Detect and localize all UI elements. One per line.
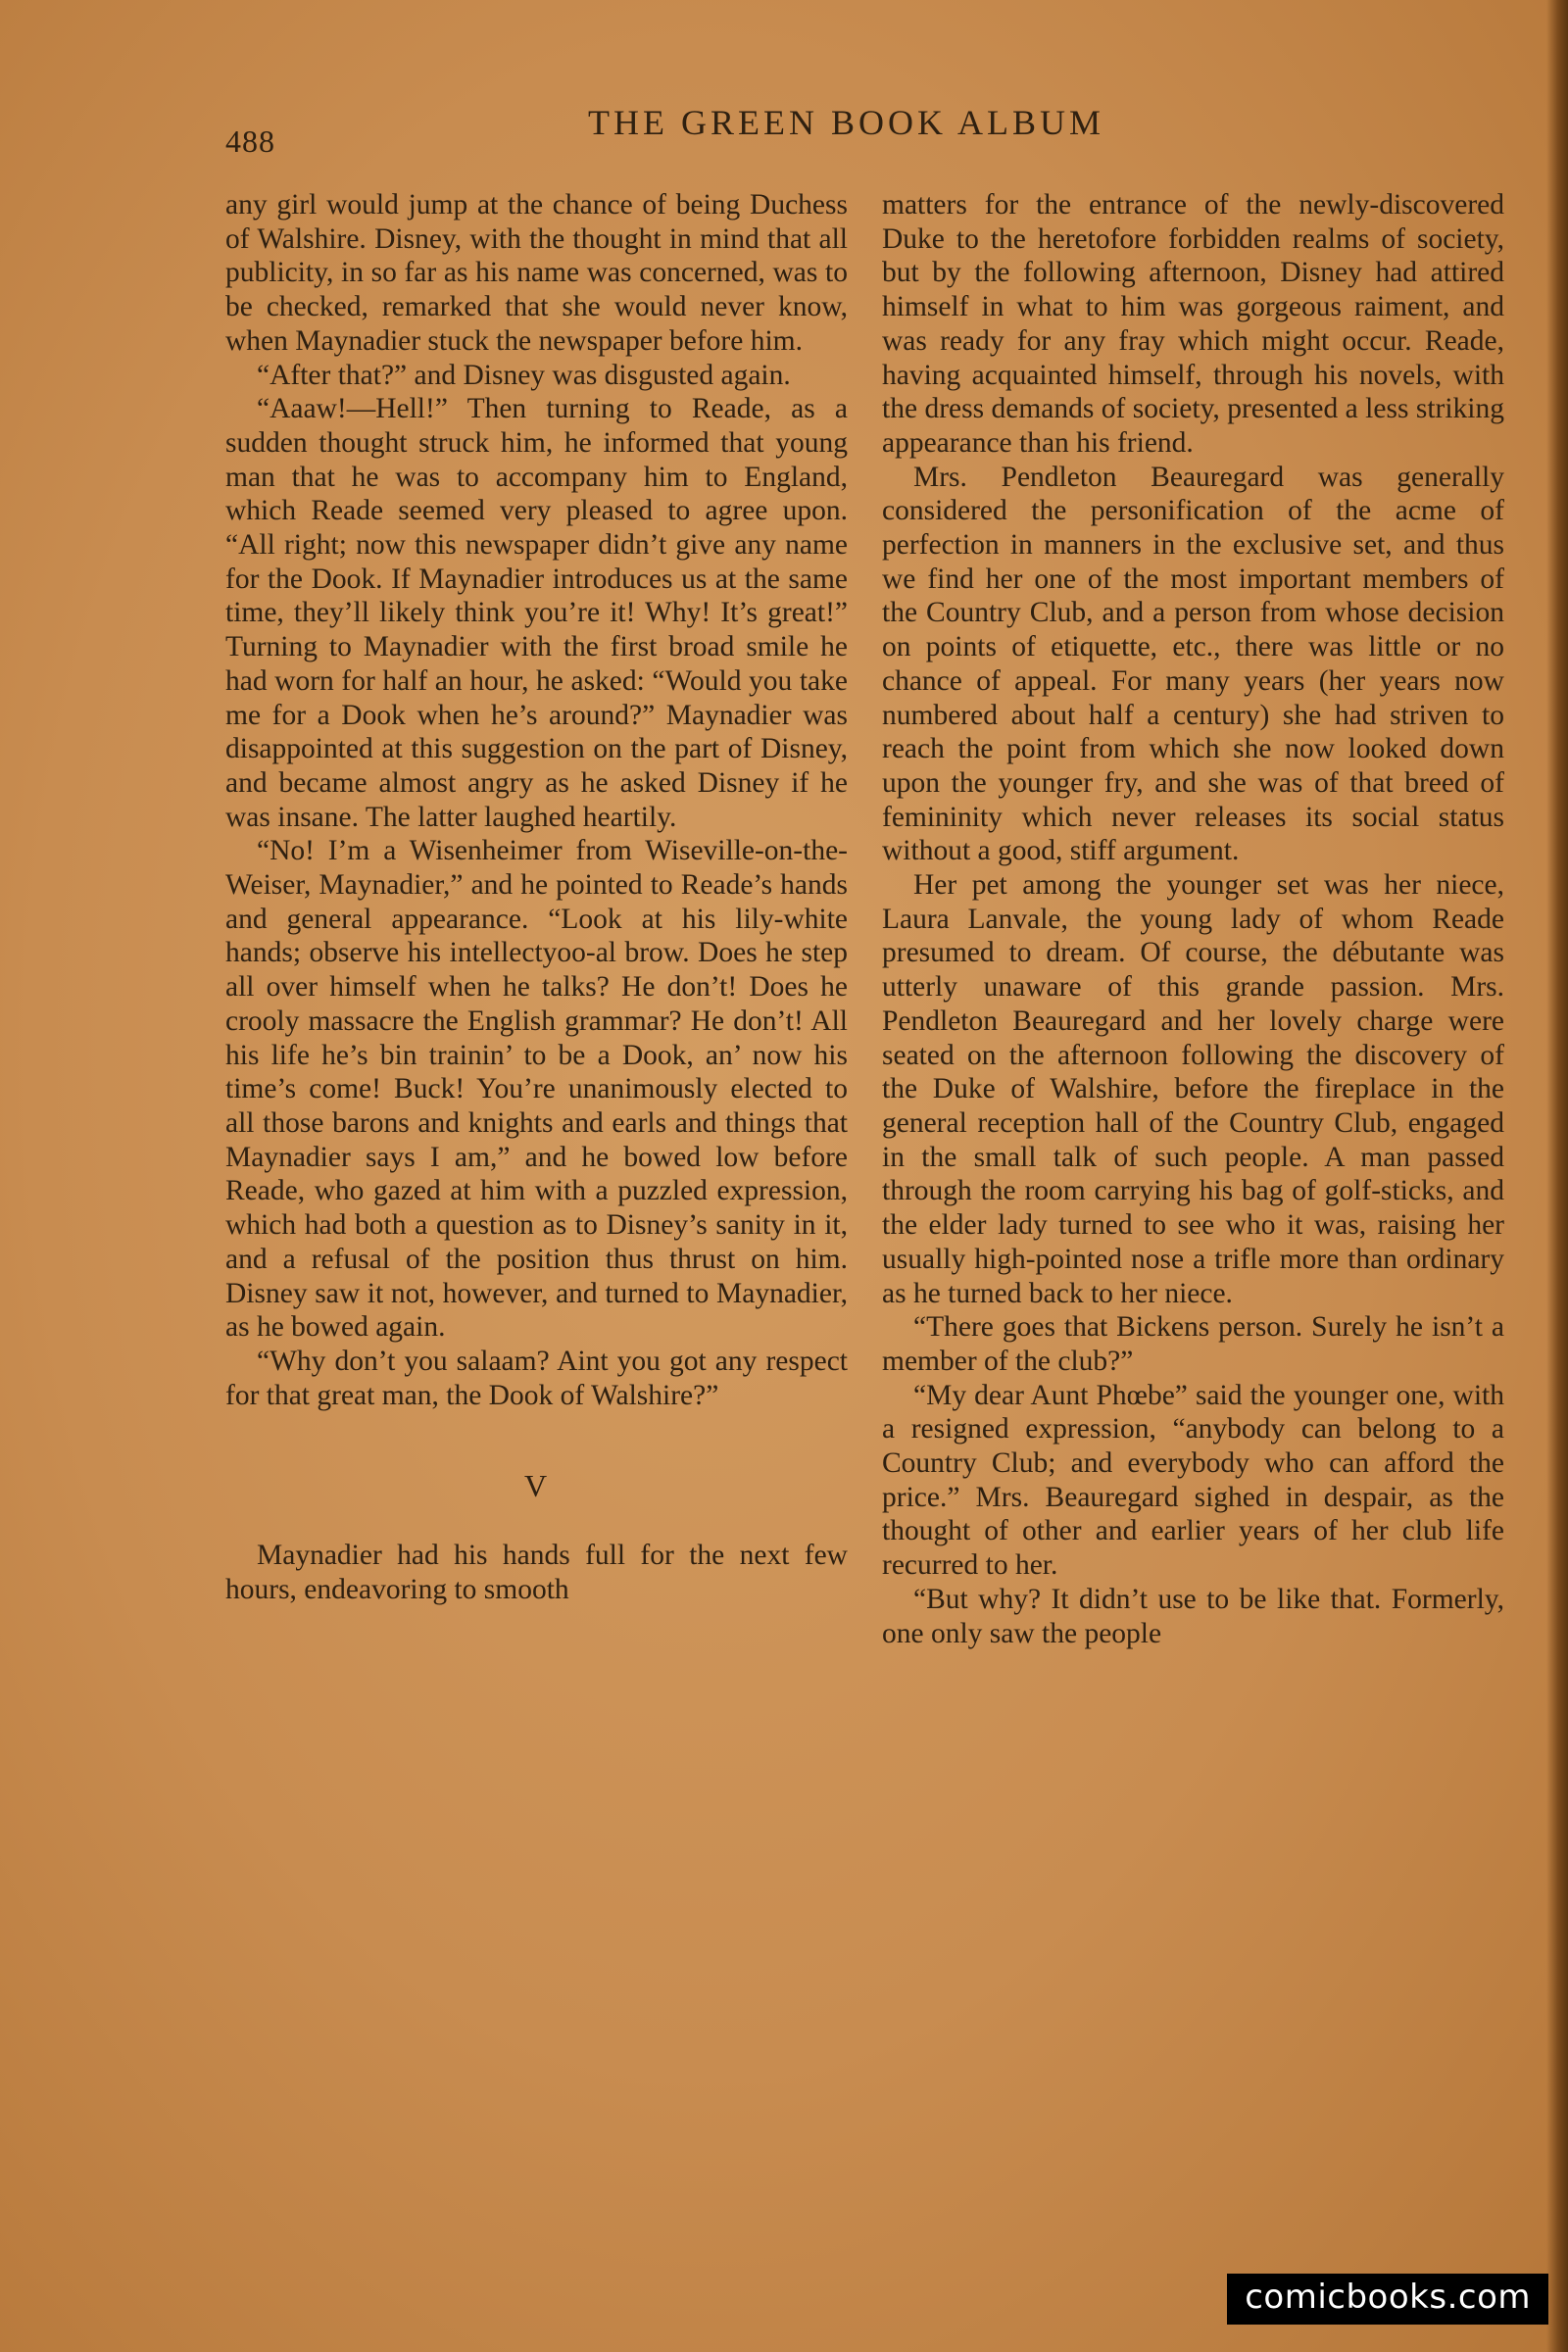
paragraph: Mrs. Pendleton Beauregard was generally considered the personification of the acme of perfection in manners in the exclusive set, and thus we find her one of the most important members of the Country Club, and a person from whose decision on points of etiquette, etc., there was little or no chance of appeal. For many years (her years now numbered about half a century) she had striven to reach the point from which she now looked down upon the younger fry, and she was of that breed of femininity which never releases its social status without a good, stiff argument. bbox=[882, 461, 1504, 867]
running-title: THE GREEN BOOK ALBUM bbox=[588, 103, 1104, 142]
watermark-logo: comicbooks.com bbox=[1227, 2274, 1548, 2325]
paragraph: “Why don’t you salaam? Aint you got any respect for that great man, the Dook of Walshire?” bbox=[225, 1345, 848, 1411]
section-heading: V bbox=[523, 1468, 550, 1504]
paragraph: “Aaaw!—Hell!” Then turning to Reade, as a sudden thought struck him, he informed that young man that he was to accompany him to England, which Reade seemed very pleased to agree upon. “All right; now this newspaper didn’t give any name for the Dook. If Maynadier introduces us at the same time, they’ll likely think you’re it! Why! It’s great!” Turning to Maynadier with the first broad smile he had worn for half an hour, he asked: “Would you take me for a Dook when he’s around?” Maynadier was disappointed at this suggestion on the part of Disney, and became almost angry as he asked Disney if he was insane. The latter laughed heartily. bbox=[225, 393, 848, 833]
paragraph: Maynadier had his hands full for the next few hours, endeavoring to smooth bbox=[225, 1540, 848, 1605]
paragraph: “But why? It didn’t use to be like that. Formerly, one only saw the people bbox=[882, 1583, 1504, 1649]
paragraph: matters for the entrance of the newly-discovered Duke to the heretofore forbidden realms of society, but by the following afternoon, Disney had attired himself in what to him was gorgeous raiment, and was ready for any fray which might occur. Reade, having acquainted himself, through his novels, with the dress demands of society, presented a less striking appearance than his friend. bbox=[882, 189, 1504, 459]
left-column bbox=[225, 188, 848, 1606]
right-column bbox=[882, 188, 1504, 1650]
paragraph: “After that?” and Disney was disgusted again. bbox=[257, 359, 791, 391]
page-header bbox=[225, 102, 1499, 161]
page-edge-shadow bbox=[1546, 0, 1568, 2352]
paragraph: any girl would jump at the chance of being Duchess of Walshire. Disney, with the thought in mind that all publicity, in so far as his name was concerned, was to be checked, remarked that she would never know, when Maynadier stuck the newspaper before him. bbox=[225, 189, 848, 357]
paragraph: Her pet among the younger set was her niece, Laura Lanvale, the young lady of whom Reade presumed to dream. Of course, the débutante was utterly unaware of this grande passion. Mrs. Pendleton Beauregard and her lovely charge were seated on the afternoon following the discovery of the Duke of Walshire, before the fireplace in the general reception hall of the Country Club, engaged in the small talk of such people. A man passed through the room carrying his bag of golf-sticks, and the elder lady turned to see who it was, raising her usually high-pointed nose a trifle more than ordinary as he turned back to her niece. bbox=[882, 869, 1504, 1309]
paragraph: “My dear Aunt Phœbe” said the younger one, with a resigned expression, “anybody can belong to a Country Club; and everybody who can afford the price.” Mrs. Beauregard sighed in despair, as the thought of other and earlier years of her club life recurred to her. bbox=[882, 1379, 1504, 1582]
page-number: 488 bbox=[225, 123, 275, 159]
paragraph: “No! I’m a Wisenheimer from Wiseville-on-the-Weiser, Maynadier,” and he pointed to Reade’s hands and general appearance. “Look at his lily-white hands; observe his intellectyoo-al brow. Does he step all over himself when he talks? He don’t! Does he crooly massacre the English grammar? He don’t! All his life he’s bin trainin’ to be a Dook, an’ now his time’s come! Buck! You’re unanimously elected to all those barons and knights and earls and things that Maynadier says I am,” and he bowed low before Reade, who gazed at him with a puzzled expression, which had both a question as to Disney’s sanity in it, and a refusal of the position thus thrust on him. Disney saw it not, however, and turned to Maynadier, as he bowed again. bbox=[225, 835, 848, 1344]
paragraph: “There goes that Bickens person. Surely he isn’t a member of the club?” bbox=[882, 1311, 1504, 1377]
